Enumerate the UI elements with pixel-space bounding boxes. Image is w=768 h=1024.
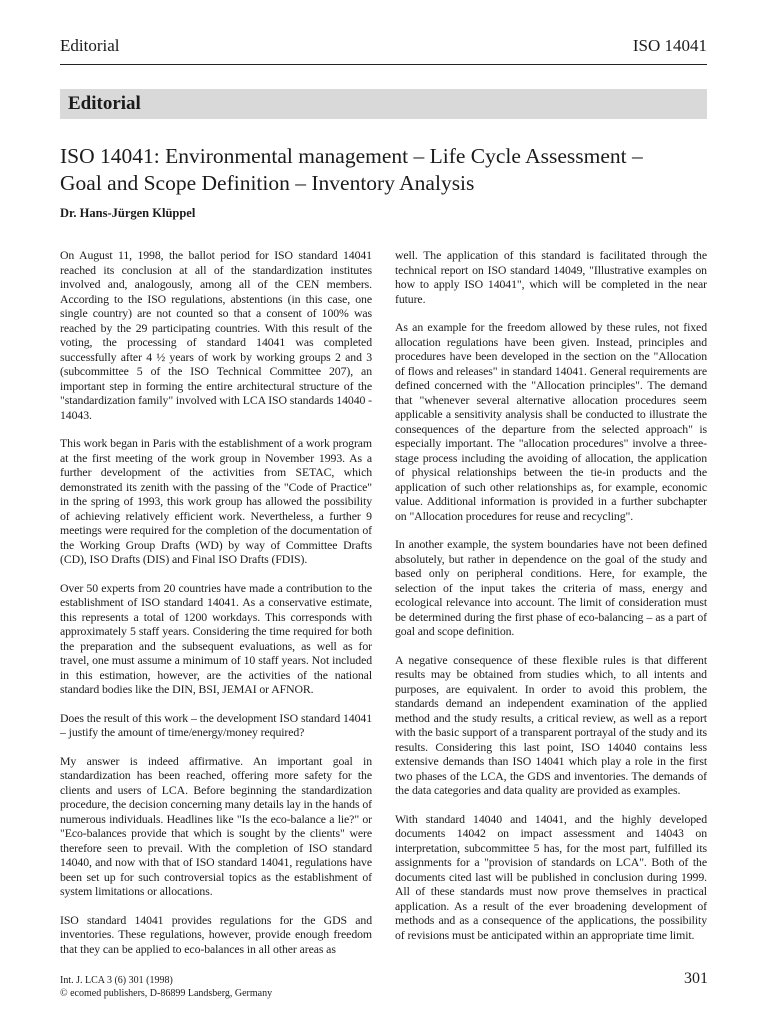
article-title-line-1: ISO 14041: Environmental management – Life Cycle Assessment – [60, 144, 643, 168]
running-head [60, 34, 707, 58]
page-number: 301 [684, 970, 708, 987]
article-title [60, 143, 710, 197]
paragraph: As an example for the freedom allowed by these rules, not fixed allocation regulations have been given. Instead, principles and procedures have been developed in the section on the "Allocation of flows and releases" in standard 14041. General requirements are defined concerned with the "Allocation principles". The demand that "whenever several alternative allocation procedures seem applicable a sensitivity analysis shall be conducted to illustrate the consequences of the departure from the selected approach" is especially important. The "allocation procedures" involve a three-stage process including the avoiding of allocation, the application of physical relationships between the tie-in products and the application of such other relationships as, for example, economic value. Additional information is provided in a further subchapter on "Allocation procedures for reuse and recycling". [395, 320, 707, 523]
section-label: Editorial [68, 93, 141, 114]
section-band [60, 89, 707, 119]
paragraph: My answer is indeed affirmative. An important goal in standardization has been reached, offering more safety for the clients and users of LCA. Before beginning the standardization procedure, the decision concerning many details lay in the hands of numerous individuals. Headlines like "Is the eco-balance a lie?" or "Eco-balances provide that which is sought by the clients" were therefore seen to prevail. With the completion of ISO standard 14040, and now with that of ISO standard 14041, regulations have been set up for such controversial topics as the establishment of system limitations or allocations. [60, 753, 372, 898]
running-head-section: Editorial [60, 36, 120, 55]
publisher-line: © ecomed publishers, D-86899 Landsberg, Germany [60, 987, 273, 999]
paragraph: ISO standard 14041 provides regulations for the GDS and inventories. These regulations, however, provide enough freedom that they can be applied to eco-balances in all other areas as [60, 912, 372, 956]
footer-citation-block [60, 975, 272, 1000]
author-name: Dr. Hans-Jürgen Klüppel [60, 206, 196, 220]
paragraph: well. The application of this standard is facilitated through the technical report on ISO standard 14049, "Illustrative examples on how to apply ISO 14041", which will be completed in the near future. [395, 248, 707, 306]
article-title-line-2: Goal and Scope Definition – Inventory Analysis [60, 171, 475, 195]
paragraph: Does the result of this work – the development ISO standard 14041 – justify the amount of time/energy/money required? [60, 710, 372, 739]
right-column [395, 248, 707, 948]
paragraph: This work began in Paris with the establishment of a work program at the first meeting of the work group in November 1993. As a further development of the activities from SETAC, which demonstrated its zenith with the passing of the "Code of Practice" in the spring of 1993, this work group has allowed the possibility of achieving relatively efficient work. Nevertheless, a further 9 meetings were required for the completion of the documentation of the Working Group Drafts (WD) by way of Committee Drafts (CD), ISO Drafts (DIS) and Final ISO Drafts (FDIS). [60, 436, 372, 566]
running-head-standard: ISO 14041 [632, 36, 707, 55]
left-column [60, 248, 372, 956]
paragraph: Over 50 experts from 20 countries have made a contribution to the establishment of ISO standard 14041. As a conservative estimate, this represents a total of 1200 workdays. This corresponds with approximately 5 staff years. Considering the time required for both the preparation and the subsequent evaluations, as well as for travel, one must assume a minimum of 10 staff years. Not included in this estimation, however, are the activities of the national standard bodies like the DIN, BSI, JEMAI or AFNOR. [60, 580, 372, 696]
header-rule [60, 64, 707, 65]
journal-citation: Int. J. LCA 3 (6) 301 (1998) [60, 975, 173, 986]
paragraph: A negative consequence of these flexible rules is that different results may be obtained from studies which, to all intents and purposes, are equivalent. In order to avoid this problem, the standards demand an independent examination of the applied method and the study results, a critical review, as well as a report with the basic support of a transparent portrayal of the study and its results. Considering this last point, ISO 14040 contains less extensive demands than ISO 14041 which play a role in the first two phases of the LCA, the GDS and inventories. The demands of the data categories and data quality are provided as examples. [395, 652, 707, 797]
paragraph: In another example, the system boundaries have not been defined absolutely, but rather in dependence on the goal of the study and based only on peripheral conditions. Here, for example, the selection of the input takes the criteria of mass, energy and ecological relevance into account. The limit of consideration must be determined during the first phase of eco-balancing – as a part of goal and scope definition. [395, 537, 707, 638]
paragraph: On August 11, 1998, the ballot period for ISO standard 14041 reached its conclusion at all of the standardization institutes involved and, analogously, among all of the CEN members. According to the ISO regulations, abstentions (in this case, one single country) are not counted so that a consent of 100% was reached by the 29 participating countries. With this result of the voting, the processing of standard 14041 was completed successfully after 4 ½ years of work by working groups 2 and 3 (subcommittee 5 of the ISO Technical Committee 207), an important step in forming the entire architectural structure of the "standardization family" involved with LCA ISO standards 14040 - 14043. [60, 248, 372, 422]
paragraph: With standard 14040 and 14041, and the highly developed documents 14042 on impact assessment and 14043 on interpretation, subcommittee 5 has, for the most part, fulfilled its assignments for a "provision of standards on LCA". Both of the documents cited last will be published in conclusion during 1999. All of these standards must now prove themselves in practical application. As a result of the ever broadening development of methods and as a consequence of the applications, the possibility of revisions must be anticipated within an appropriate time limit. [395, 811, 707, 942]
